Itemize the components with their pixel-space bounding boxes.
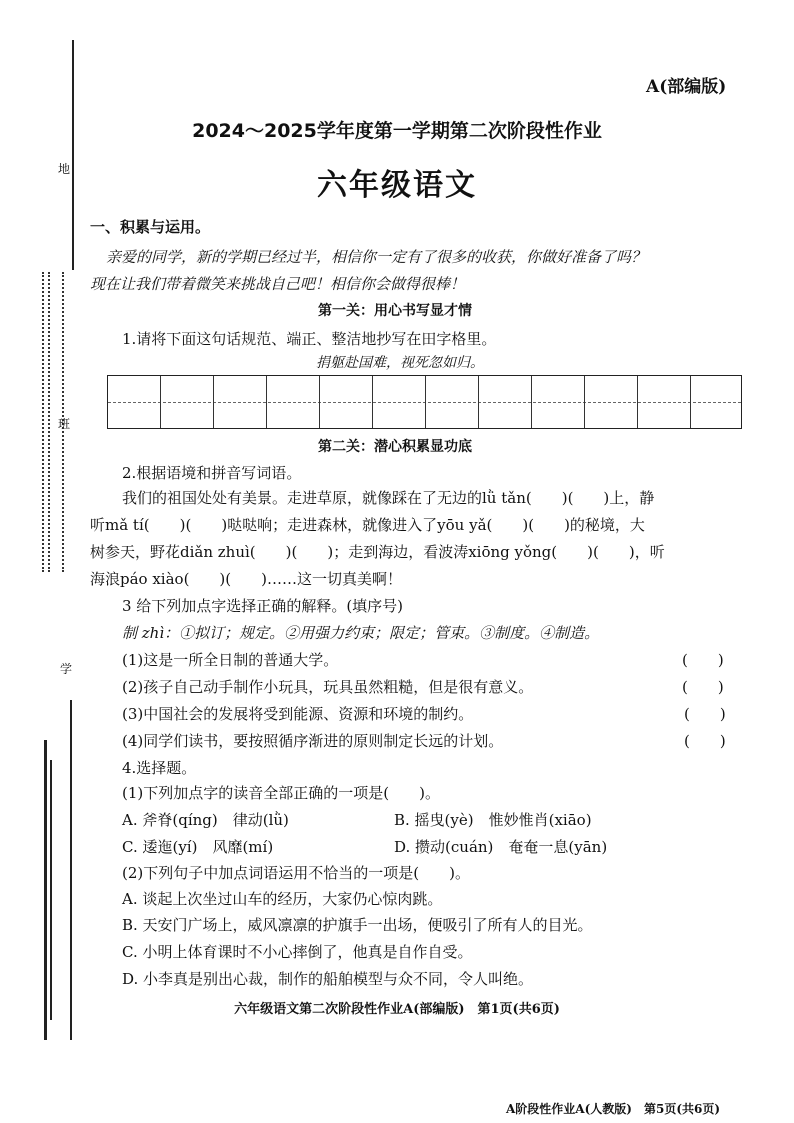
q4-2-option-a[interactable]: A. 谈起上次坐过山车的经历，大家仍心惊肉跳。: [122, 890, 443, 908]
subject-title: 六年级语文: [317, 168, 477, 203]
grid-cell-line: [478, 376, 479, 428]
q3-definition: 制 zhì：①拟订；规定。②用强力约束；限定；管束。③制度。④制造。: [122, 624, 600, 642]
q4-1-option-a[interactable]: A. 斧脊(qíng) 律动(lǜ): [122, 811, 289, 829]
q4-1-option-d[interactable]: D. 攒动(cuán) 奄奄一息(yān): [394, 838, 608, 856]
edition-tag: A(部编版): [646, 77, 727, 97]
intro-line: 现在让我们带着微笑来挑战自己吧！相信你会做得很棒！: [90, 275, 466, 293]
q2-line: 我们的祖国处处有美景。走进草原，就像踩在了无边的lǜ tǎn( )( )上，静: [122, 489, 655, 507]
bottom-note: A阶段性作业A(人教版) 第5页(共6页): [506, 1102, 721, 1116]
pass2-title: 第二关：潜心积累显功底: [318, 439, 472, 455]
q4-2: (2)下列句子中加点词语运用不恰当的一项是( )。: [122, 864, 470, 882]
q2-line: 海浪páo xiào( )( )……这一切真美啊！: [90, 570, 402, 588]
grid-cell-line: [372, 376, 373, 428]
section-heading: 一、积累与运用。: [90, 218, 211, 236]
q3-item: (4)同学们读书，要按照循序渐进的原则制定长远的计划。: [122, 732, 504, 750]
grid-cell-line: [266, 376, 267, 428]
q3-item: (1)这是一所全日制的普通大学。: [122, 651, 339, 669]
page-footer: 六年级语文第二次阶段性作业A(部编版) 第1页(共6页): [234, 1002, 560, 1017]
binding-line: [50, 760, 52, 1020]
intro-line: 亲爱的同学，新的学期已经过半，相信你一定有了很多的收获，你做好准备了吗？: [106, 248, 647, 266]
answer-bracket[interactable]: ( ): [684, 705, 726, 723]
grid-cell-line: [425, 376, 426, 428]
q4-1-option-c[interactable]: C. 逶迤(yí) 风靡(mí): [122, 838, 274, 856]
answer-bracket[interactable]: ( ): [682, 678, 724, 696]
q3-item: (2)孩子自己动手制作小玩具，玩具虽然粗糙，但是很有意义。: [122, 678, 534, 696]
binding-dotted-line: [42, 272, 44, 572]
question-2: 2.根据语境和拼音写词语。: [122, 464, 302, 482]
answer-bracket[interactable]: ( ): [682, 651, 724, 669]
q2-line: 听mǎ tí( )( )哒哒响；走进森林，就像进入了yōu yǎ( )( )的秘境，大: [90, 516, 645, 534]
side-label-mid: 班: [58, 417, 71, 431]
copy-sentence: 捐躯赴国难，视死忽如归。: [316, 355, 484, 371]
grid-cell-line: [213, 376, 214, 428]
answer-bracket[interactable]: ( ): [684, 732, 726, 750]
tianzige-grid[interactable]: [107, 375, 742, 429]
q2-line: 树参天，野花diǎn zhuì( )( )；走到海边，看波涛xiōng yǒng( )( )，听: [90, 543, 665, 561]
q4-2-option-b[interactable]: B. 天安门广场上，威风凛凛的护旗手一出场，便吸引了所有人的目光。: [122, 916, 593, 934]
grid-cell-line: [637, 376, 638, 428]
q4-2-option-d[interactable]: D. 小李真是别出心裁，制作的船舶模型与众不同，令人叫绝。: [122, 970, 534, 988]
exam-title: 2024～2025学年度第一学期第二次阶段性作业: [192, 120, 602, 142]
question-4: 4.选择题。: [122, 759, 197, 777]
q4-1: (1)下列加点字的读音全部正确的一项是( )。: [122, 784, 440, 802]
question-3: 3 给下列加点字选择正确的解释。(填序号): [122, 597, 404, 615]
question-1: 1.请将下面这句话规范、端正、整洁地抄写在田字格里。: [122, 330, 497, 348]
grid-cell-line: [160, 376, 161, 428]
q3-item: (3)中国社会的发展将受到能源、资源和环境的制约。: [122, 705, 474, 723]
grid-cell-line: [690, 376, 691, 428]
binding-line: [72, 40, 74, 270]
binding-dotted-line: [48, 272, 50, 572]
side-label-top: 地: [58, 162, 71, 176]
grid-cell-line: [584, 376, 585, 428]
binding-line: [44, 740, 47, 1040]
pass1-title: 第一关：用心书写显才情: [318, 303, 472, 319]
grid-cell-line: [531, 376, 532, 428]
side-label-low: 学: [60, 662, 73, 676]
q4-1-option-b[interactable]: B. 摇曳(yè) 惟妙惟肖(xiāo): [394, 811, 592, 829]
binding-line: [70, 700, 72, 1040]
q4-2-option-c[interactable]: C. 小明上体育课时不小心摔倒了，他真是自作自受。: [122, 943, 473, 961]
grid-cell-line: [319, 376, 320, 428]
